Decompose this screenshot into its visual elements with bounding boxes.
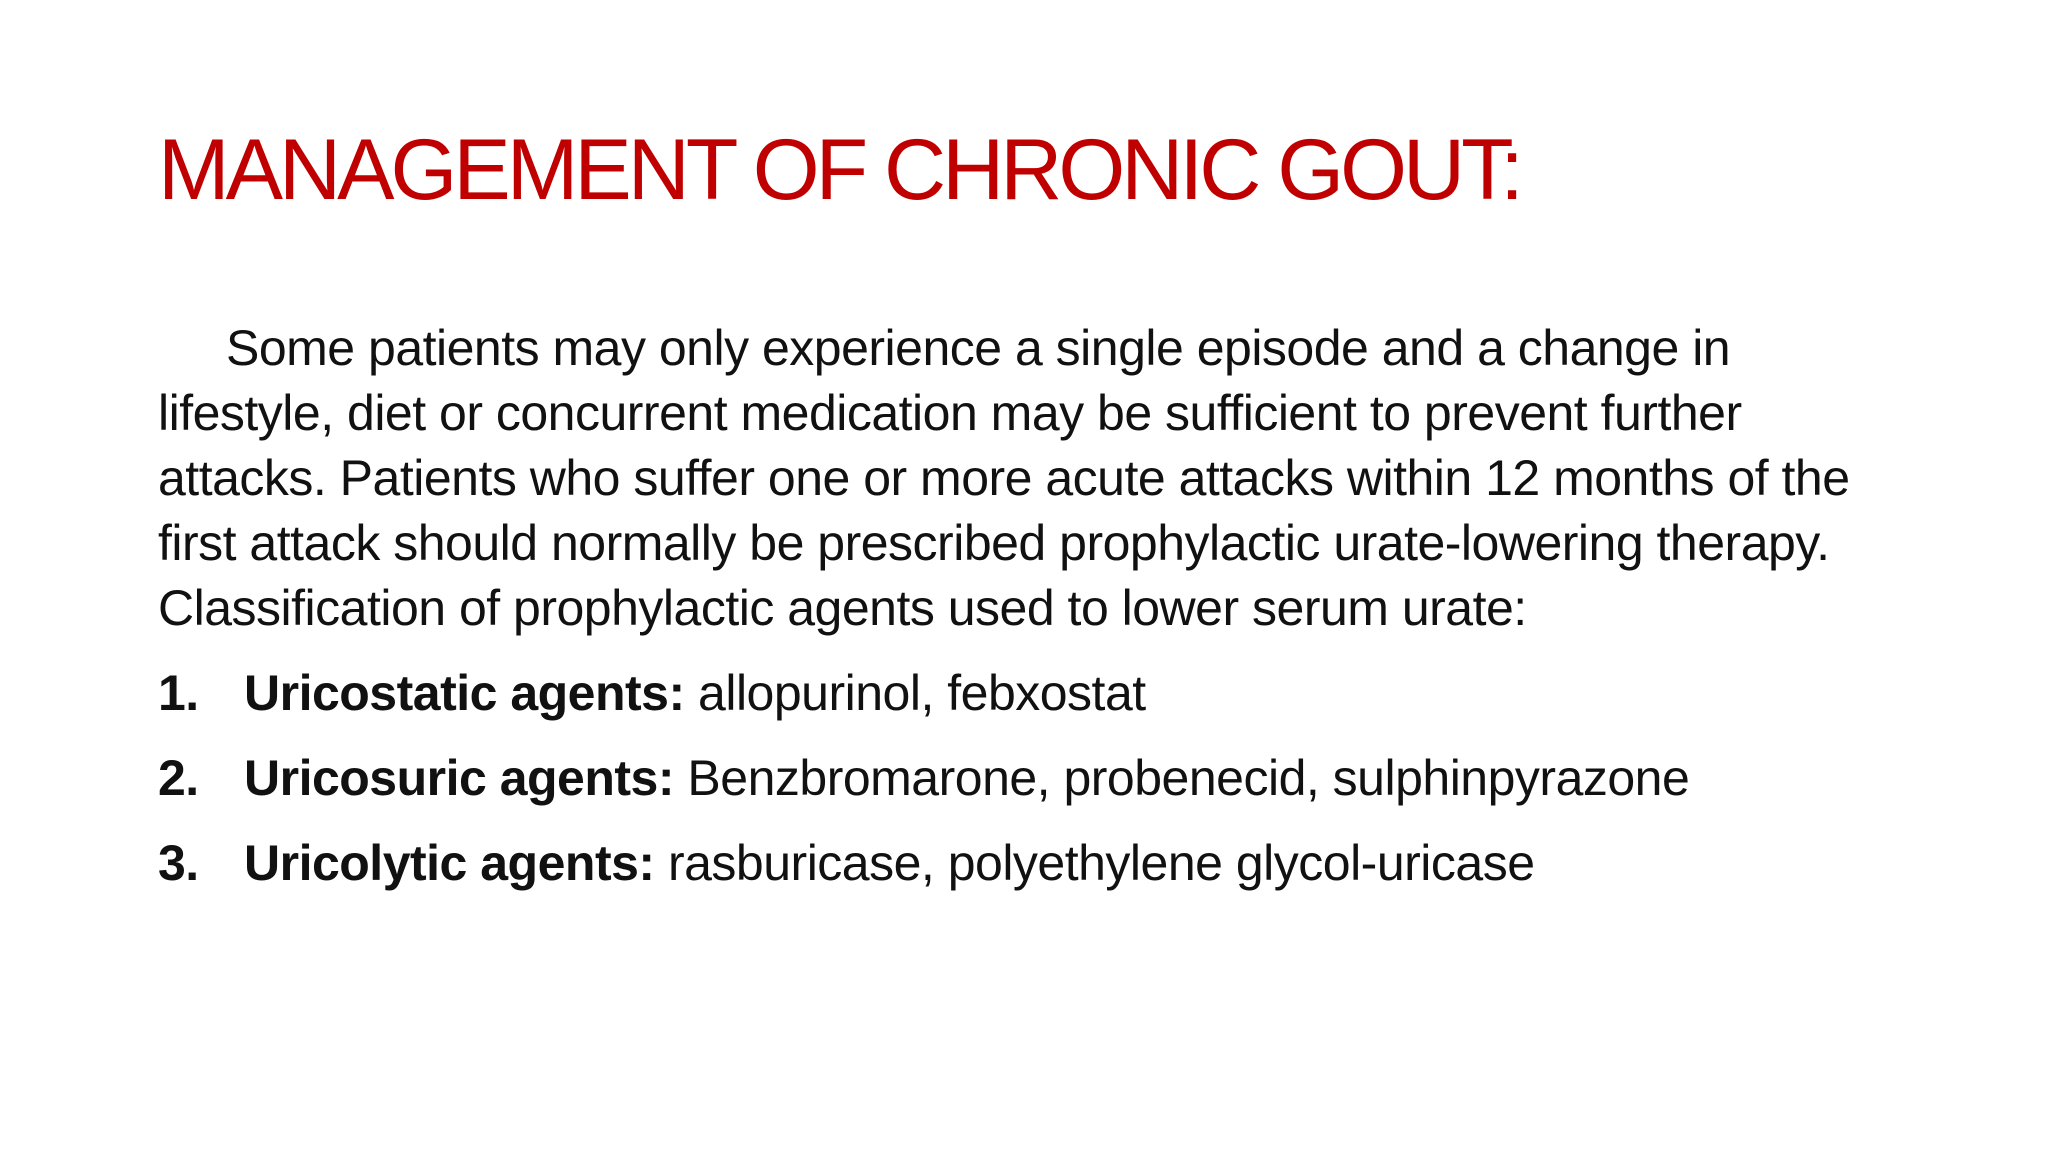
list-text: Benzbromarone, probenecid, sulphinpyrazone xyxy=(687,750,1690,806)
list-number: 1. xyxy=(158,665,199,721)
list-term: Uricostatic agents: xyxy=(244,665,685,721)
list-item xyxy=(158,651,1898,736)
list-term: Uricolytic agents: xyxy=(244,835,655,891)
list-item xyxy=(158,736,1898,821)
body-paragraph: Some patients may only experience a single episode and a change in lifestyle, diet or concurrent medication may be sufficient to prevent further attacks. Patients who suffer one or more acute attacks within 12 months of the first attack should normally be prescribed prophylactic urate-lowering therapy. Classification of prophylactic agents used to lower serum urate: xyxy=(158,320,1850,636)
list-text: allopurinol, febxostat xyxy=(698,665,1146,721)
slide-title: MANAGEMENT OF CHRONIC GOUT: xyxy=(158,122,1521,218)
list-term: Uricosuric agents: xyxy=(244,750,675,806)
list-number: 2. xyxy=(158,750,199,806)
agent-list xyxy=(158,651,1898,906)
slide-body xyxy=(158,316,1898,906)
list-number: 3. xyxy=(158,835,199,891)
list-item xyxy=(158,821,1898,906)
list-text: rasburicase, polyethylene glycol-uricase xyxy=(667,835,1535,891)
